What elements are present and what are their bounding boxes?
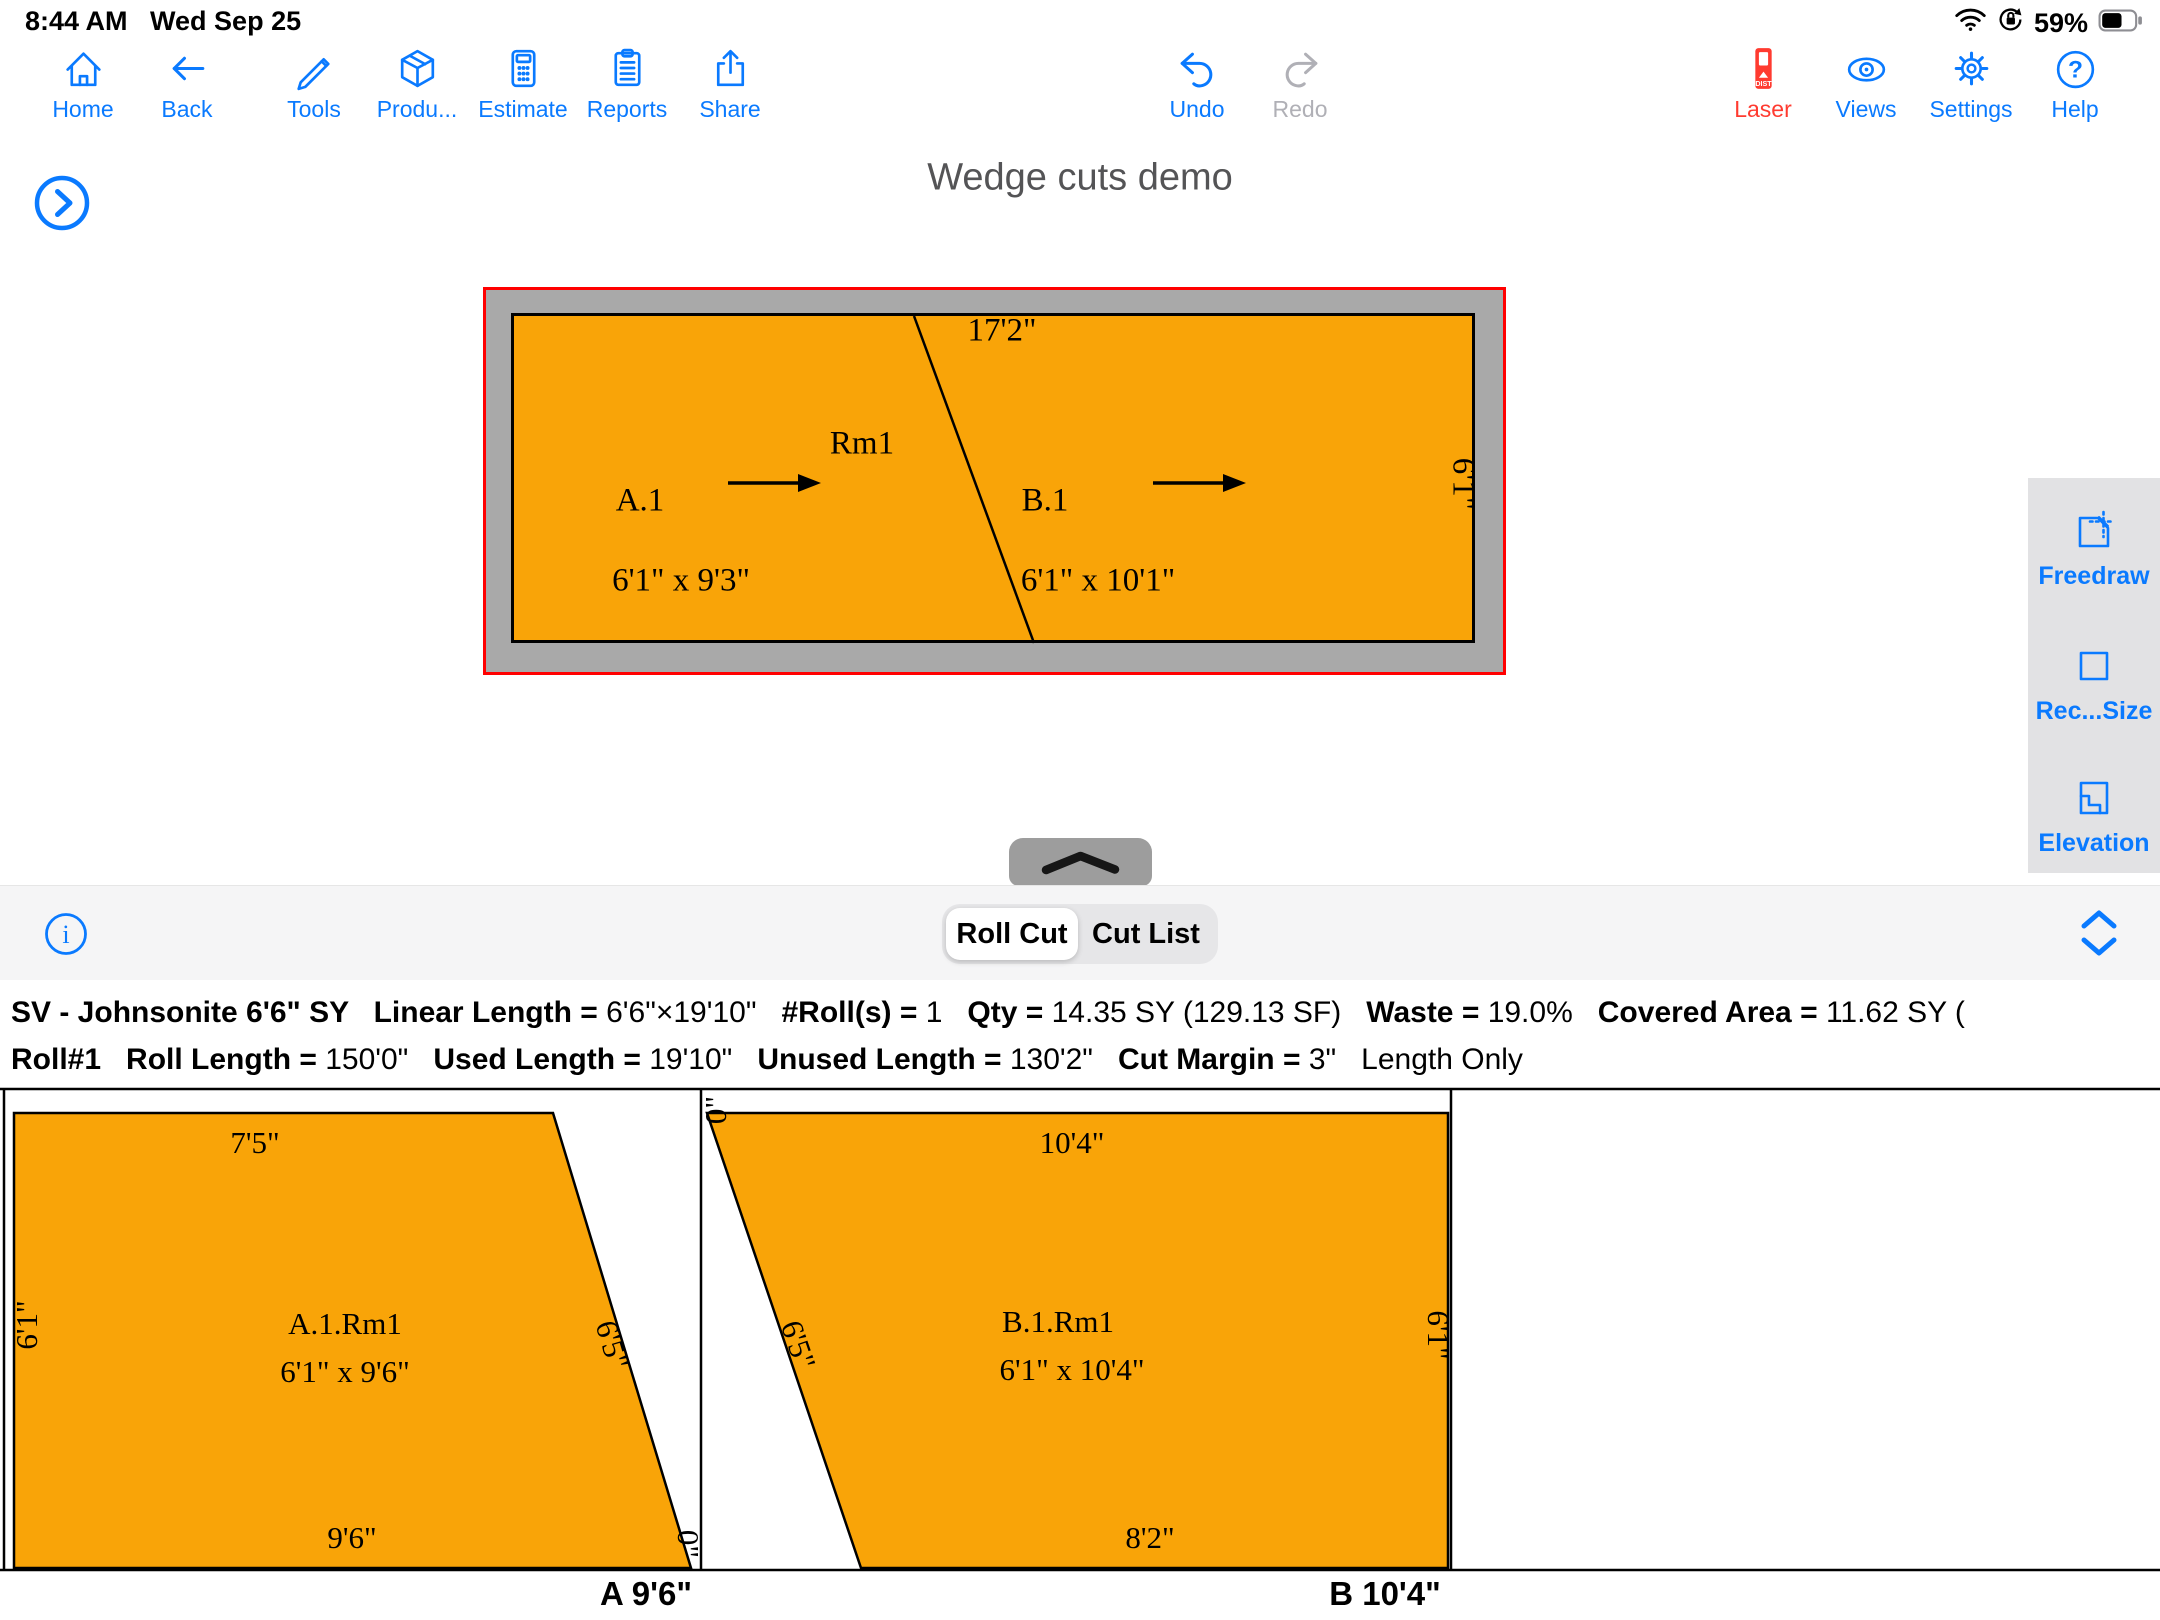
gear-icon [1947, 44, 1996, 93]
back-arrow-icon [163, 44, 212, 93]
elevation-icon [2070, 775, 2118, 823]
pattern-arrow-b [1153, 474, 1246, 492]
status-bar-right [1954, 6, 2144, 40]
toolbar-button-share[interactable] [668, 44, 792, 123]
plan-room-label: Rm1 [829, 425, 895, 462]
svg-text:i: i [62, 920, 70, 949]
toolbar-label: Reports [586, 96, 668, 122]
view-segmented-control [942, 904, 1218, 964]
roll-cut-diagram [0, 1080, 2160, 1620]
tab-label: Roll Cut [956, 917, 1068, 950]
toolbar-label: Estimate [478, 96, 568, 122]
chevron-right-circle-icon [33, 174, 91, 232]
svg-text:DIST: DIST [1754, 79, 1772, 88]
info-button[interactable] [44, 912, 88, 961]
clipboard-icon [603, 44, 652, 93]
toolbar-button-help[interactable] [2013, 44, 2137, 123]
toolbar-label: Views [1835, 96, 1897, 122]
cut-b-footer: B 10'4" [1329, 1575, 1441, 1612]
laser-meter-icon [1739, 44, 1788, 93]
undo-arrow-icon [1173, 44, 1222, 93]
cut-a-name: A.1.Rm1 [288, 1306, 402, 1341]
cut-b-top-dim: 10'4" [1039, 1125, 1105, 1160]
toolbar-label: Home [52, 96, 114, 122]
material-spec-row: SV - Johnsonite 6'6" SY Linear Length = 6'6"×19'10" #Roll(s) = 1 Qty = 14.35 SY (129.13 SF) Waste = 19.0% Covered Area = 11.62 SY ( [11, 996, 1965, 1029]
toolbar-label: Tools [287, 96, 341, 122]
roll-spec-row: Roll#1 Roll Length = 150'0" Used Length = 19'10" Unused Length = 130'2" Cut Margin = 3" Length Only [11, 1043, 1523, 1076]
box-icon [393, 44, 442, 93]
chevron-up-down-icon [2076, 904, 2122, 962]
tab-label: Cut List [1092, 917, 1200, 950]
status-bar-left [25, 6, 301, 37]
toolbar-label: Share [699, 96, 761, 122]
toolbar-label: Back [161, 96, 213, 122]
tab-cut-list[interactable] [1078, 908, 1214, 960]
toolbar-label: Help [2051, 96, 2099, 122]
cut-a-left-dim: 6'1" [9, 1300, 44, 1350]
rectangle-size-icon [2070, 643, 2118, 691]
cut-a-size: 6'1" x 9'6" [280, 1354, 410, 1389]
collapse-expand-button[interactable] [2076, 904, 2122, 967]
cut-b-right-dim: 6'1" [1421, 1310, 1456, 1360]
clock: 8:44 AM [25, 6, 128, 36]
home-icon [59, 44, 108, 93]
sidebar-label: Elevation [2038, 829, 2150, 857]
cut-a-zero-dim: 0" [671, 1529, 706, 1559]
plan-area-a-dim: 6'1" x 9'3" [612, 562, 750, 599]
chevron-up-icon [1009, 838, 1152, 886]
cut-a-bottom-dim: 9'6" [327, 1520, 377, 1555]
freedraw-icon [2070, 508, 2118, 556]
pattern-arrow-a [728, 474, 821, 492]
orientation-lock-icon [1997, 6, 2024, 40]
plan-area-a-label: A.1 [615, 482, 665, 519]
toolbar-button-redo[interactable] [1238, 44, 1362, 123]
calculator-icon [499, 44, 548, 93]
sidebar-label: Rec...Size [2035, 697, 2153, 725]
sidebar-button-freedraw[interactable] [2028, 508, 2160, 591]
toolbar-label: Redo [1272, 96, 1328, 122]
plan-seam-dim: 17'2" [967, 312, 1037, 349]
sidebar-button-elevation[interactable] [2028, 775, 2160, 858]
cut-b-zero-dim: 0" [698, 1095, 733, 1125]
cut-b-slant-dim: 6'5" [773, 1315, 824, 1374]
page-title: Wedge cuts demo [927, 156, 1233, 199]
battery-percent: 59% [2033, 7, 2088, 38]
cut-a-top-dim: 7'5" [230, 1125, 280, 1160]
toolbar-label: Produ... [376, 96, 458, 122]
drawer-handle[interactable] [1009, 838, 1152, 886]
expand-panel-button[interactable] [33, 174, 91, 237]
tab-roll-cut[interactable] [946, 908, 1078, 960]
wifi-icon [1954, 7, 1987, 39]
svg-text:?: ? [2067, 56, 2083, 84]
plan-right-dim: 6'1" [1445, 457, 1482, 511]
share-icon [706, 44, 755, 93]
sidebar-button-rec-size[interactable] [2028, 643, 2160, 726]
toolbar-label: Settings [1929, 96, 2013, 122]
question-icon [2051, 44, 2100, 93]
tools-sidebar [2028, 478, 2160, 873]
plan-area-b-dim: 6'1" x 10'1" [1020, 562, 1176, 599]
seam-line [914, 316, 1034, 643]
sidebar-label: Freedraw [2038, 562, 2150, 590]
redo-arrow-icon [1276, 44, 1325, 93]
eye-icon [1842, 44, 1891, 93]
cut-b-bottom-dim: 8'2" [1125, 1520, 1175, 1555]
date: Wed Sep 25 [150, 6, 302, 36]
toolbar-button-back[interactable] [125, 44, 249, 123]
battery-icon [2098, 8, 2144, 39]
pencil-icon [290, 44, 339, 93]
toolbar-label: Undo [1169, 96, 1225, 122]
info-icon [44, 912, 88, 956]
plan-area-b-label: B.1 [1021, 482, 1069, 519]
cut-b-size: 6'1" x 10'4" [999, 1352, 1145, 1387]
cut-a-footer: A 9'6" [600, 1575, 692, 1612]
toolbar-label: Laser [1734, 96, 1792, 122]
cut-piece-b [707, 1113, 1448, 1568]
cut-a-slant-dim: 6'5" [588, 1316, 637, 1374]
bottom-toolbar [0, 885, 2160, 980]
cut-b-name: B.1.Rm1 [1002, 1304, 1114, 1339]
